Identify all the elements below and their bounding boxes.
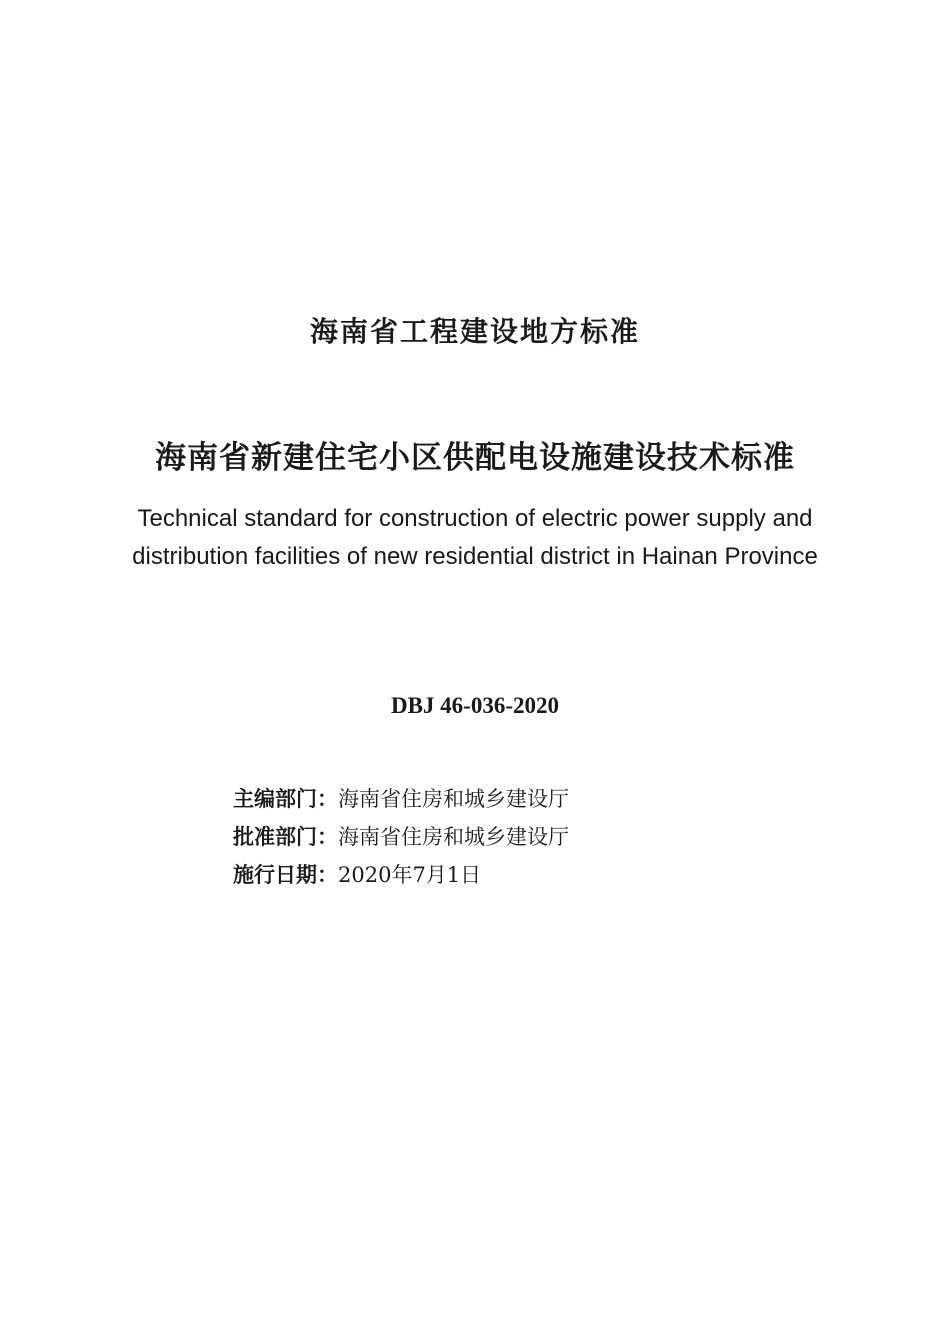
effective-date-value: 2020年7月1日	[338, 863, 482, 887]
effective-date-row	[233, 856, 793, 894]
standard-category: 海南省工程建设地方标准	[309, 315, 640, 348]
approval-department-row	[233, 818, 793, 856]
effective-date-label: 施行日期：	[233, 863, 338, 887]
editor-department-row	[233, 780, 793, 818]
title-chinese: 海南省新建住宅小区供配电设施建设技术标准	[155, 440, 795, 476]
title-english-line-1: Technical standard for construction of electric power supply and	[137, 505, 813, 532]
title-english-line-2: distribution facilities of new residential district in Hainan Province	[132, 543, 818, 570]
editor-department-label: 主编部门：	[233, 787, 338, 811]
approval-department-value: 海南省住房和城乡建设厅	[338, 825, 569, 849]
standard-code: DBJ 46-036-2020	[390, 693, 560, 718]
editor-department-value: 海南省住房和城乡建设厅	[338, 787, 569, 811]
publication-info	[233, 780, 793, 894]
approval-department-label: 批准部门：	[233, 825, 338, 849]
title-english	[0, 500, 950, 576]
